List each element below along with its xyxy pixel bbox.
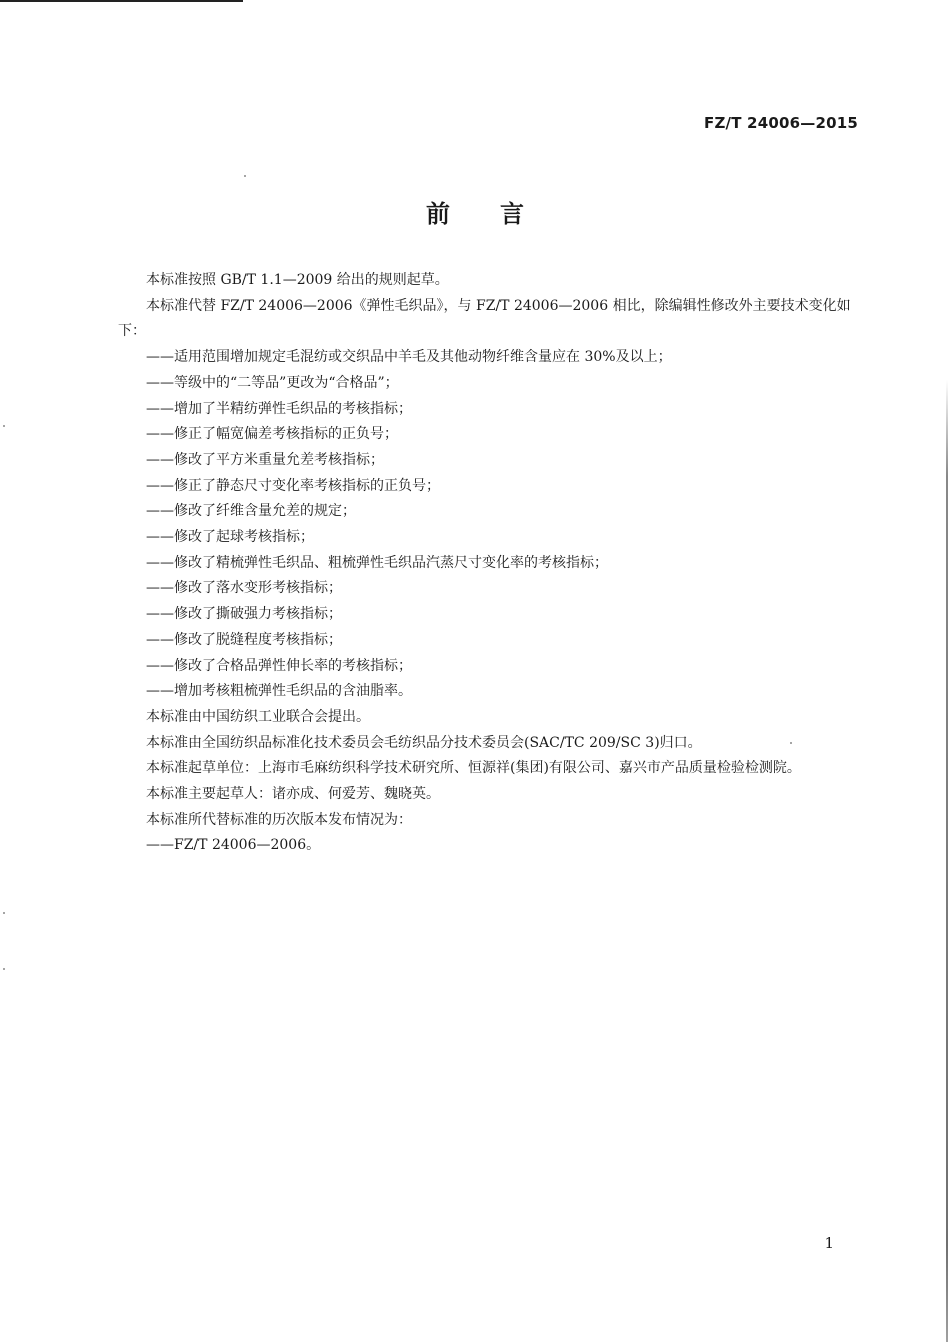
change-item: ——修改了纤维含量允差的规定； <box>146 503 356 520</box>
scan-speck <box>3 425 5 427</box>
history-item: ——FZ/T 24006—2006。 <box>146 837 321 854</box>
change-item: ——修正了幅宽偏差考核指标的正负号； <box>146 426 398 443</box>
paragraph-drafting-rules: 本标准按照 GB/T 1.1—2009 给出的规则起草。 <box>146 272 449 288</box>
paragraph-proposer: 本标准由中国纺织工业联合会提出。 <box>146 708 370 725</box>
scan-speck <box>790 742 792 744</box>
paragraph-drafting-units: 本标准起草单位：上海市毛麻纺织科学技术研究所、恒源祥(集团)有限公司、嘉兴市产品质量检验检测院。 <box>146 760 801 777</box>
scan-edge-shadow <box>946 380 948 1342</box>
change-item: ——增加了半精纺弹性毛织品的考核指标； <box>146 400 412 417</box>
top-rule <box>0 0 243 2</box>
page-number: 1 <box>824 1234 834 1252</box>
change-item: ——修改了合格品弹性伸长率的考核指标； <box>146 657 412 674</box>
change-item: ——修正了静态尺寸变化率考核指标的正负号； <box>146 477 440 494</box>
change-item: ——修改了脱缝程度考核指标； <box>146 631 342 648</box>
change-item: ——修改了平方米重量允差考核指标； <box>146 451 384 468</box>
changes-list <box>118 345 860 705</box>
change-item: ——增加考核粗梳弹性毛织品的含油脂率。 <box>146 683 412 700</box>
paragraph-drafters: 本标准主要起草人：诸亦成、何爱芳、魏晓英。 <box>146 786 440 803</box>
change-item: ——等级中的“二等品”更改为“合格品”； <box>146 374 399 391</box>
scan-speck <box>3 912 5 914</box>
scan-speck <box>3 968 5 970</box>
paragraph-replacement: 本标准代替 FZ/T 24006—2006《弹性毛织品》，与 FZ/T 24006—2006 相比，除编辑性修改外主要技术变化如下： <box>118 297 851 340</box>
preface-body <box>118 268 860 859</box>
standard-code: FZ/T 24006—2015 <box>704 114 858 132</box>
change-item: ——适用范围增加规定毛混纺或交织品中羊毛及其他动物纤维含量应在 30%及以上； <box>146 349 672 366</box>
change-item: ——修改了落水变形考核指标； <box>146 580 342 597</box>
change-item: ——修改了精梳弹性毛织品、粗梳弹性毛织品汽蒸尺寸变化率的考核指标； <box>146 554 608 571</box>
change-item: ——修改了起球考核指标； <box>146 529 314 546</box>
scan-speck <box>244 175 246 177</box>
page-title: 前言 <box>426 200 574 228</box>
change-item: ——修改了撕破强力考核指标； <box>146 606 342 623</box>
paragraph-history-intro: 本标准所代替标准的历次版本发布情况为： <box>146 811 412 828</box>
paragraph-committee: 本标准由全国纺织品标准化技术委员会毛纺织品分技术委员会(SAC/TC 209/SC 3)归口。 <box>146 734 702 751</box>
